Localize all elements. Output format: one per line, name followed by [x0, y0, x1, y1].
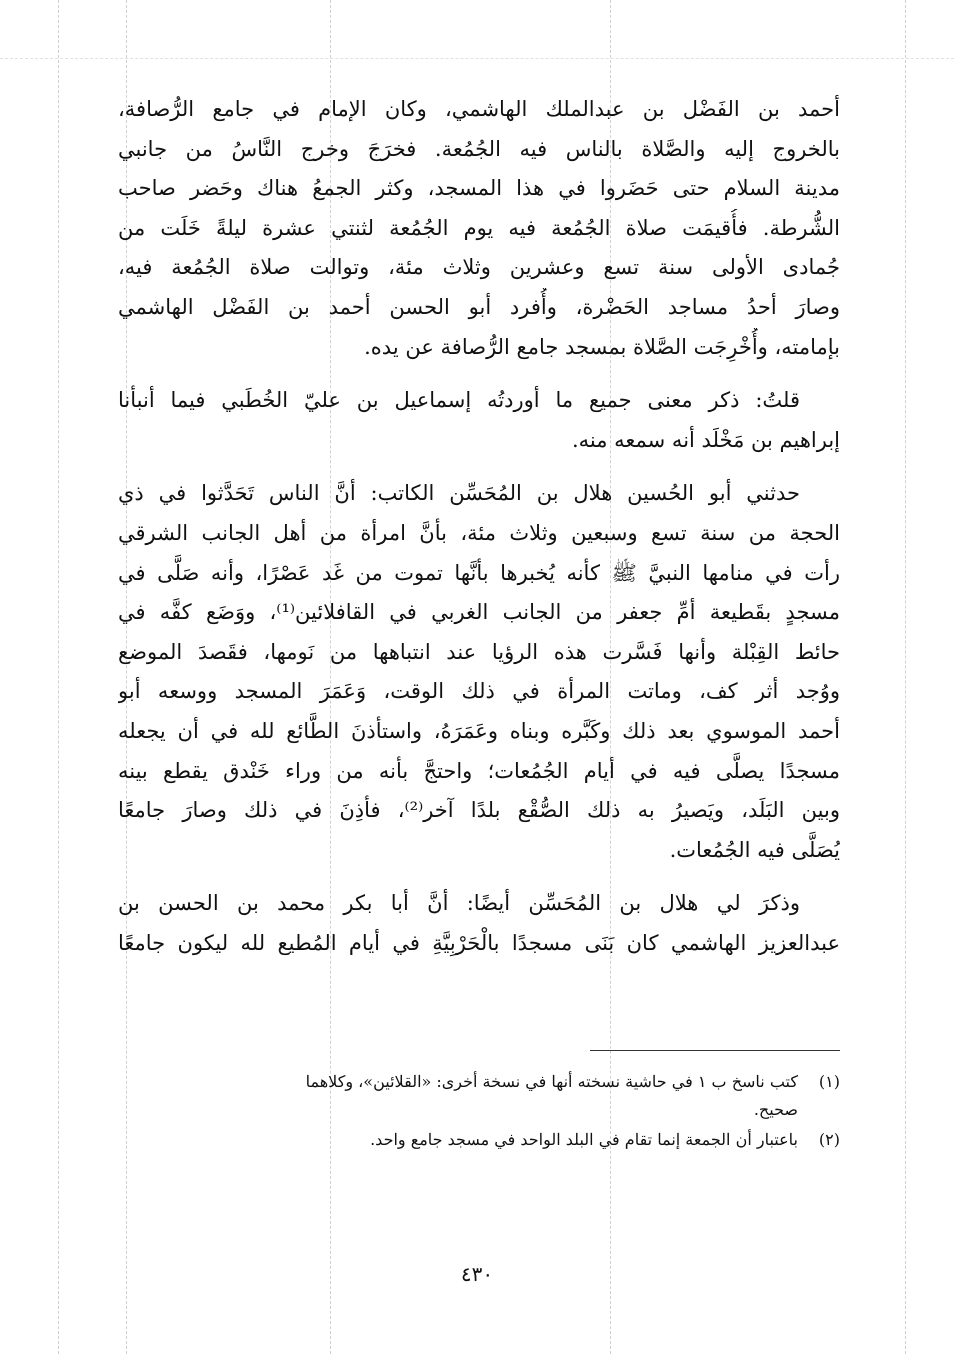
text-line: وذكرَ لي هلال بن المُحَسِّن أيضًا: أنَّ أبا بكر محمد بن الحسن بن	[118, 891, 800, 916]
paragraph-1	[118, 90, 840, 367]
guide-line	[905, 0, 906, 1354]
text-line: مدينة السلام حتى حَضَروا في هذا المسجد، وكثر الجمعُ هناك وحَضر صاحب	[118, 176, 840, 201]
main-text	[118, 90, 840, 977]
text-line: رأت في منامها النبيَّ ﷺ كأنه يُخبرها بأنَّها تموت من غَد عَصْرًا، وأنه صَلَّى في	[118, 560, 840, 585]
text-line: مسجدًا يصلَّى فيه في أيام الجُمُعات؛ واحتجَّ بأنه من وراء خَنْدق يقطع بينه	[118, 758, 840, 783]
text-line: وصارَ أحدُ مساجد الحَضْرة، وأُفرد أبو الحسن أحمد بن الفَضْل الهاشمي	[118, 294, 840, 319]
text-line: الحجة من سنة تسع وسبعين وثلاث مئة، بأنَّ امرأة من أهل الجانب الشرقي	[118, 520, 840, 545]
text-line: حائط القِبْلة وأنها فَسَّرت هذه الرؤيا عند انتباهها من نَومها، فقَصدَ الموضع	[118, 639, 840, 664]
footnotes	[118, 1068, 840, 1156]
page-number: ٤٣٠	[460, 1262, 494, 1286]
text-line: جُمادى الأولى سنة تسع وعشرين وثلاث مئة، وتوالت صلاة الجُمُعة فيه،	[118, 255, 840, 280]
paragraph-4	[118, 884, 840, 963]
footnote-number: (١)	[818, 1072, 840, 1091]
text-line: يُصَلَّى فيه الجُمُعات.	[669, 837, 840, 862]
text-line: حدثني أبو الحُسين هلال بن المُحَسِّن الكاتب: أنَّ الناس تَحَدَّثوا في ذي	[118, 481, 800, 506]
text-line: إبراهيم بن مَخْلَد أنه سمعه منه.	[571, 427, 840, 452]
footnote-line: صحيح.	[753, 1100, 798, 1119]
text-line: أحمد بن الفَضْل بن عبدالملك الهاشمي، وكان الإمام في جامع الرُّصافة،	[118, 97, 840, 121]
footnote-1	[118, 1068, 840, 1124]
text-line: وبين البَلَد، ويَصيرُ به ذلك الصُّقْع بلدًا آخر⁽²⁾، فأذِنَ في ذلك وصارَ جامعًا	[118, 798, 840, 823]
footnote-line: كتب ناسخ ب ١ في حاشية نسخته أنها في نسخة أخرى: «القلائين»، وكلاهما	[305, 1072, 798, 1091]
footnote-number: (٢)	[818, 1130, 840, 1149]
paragraph-3	[118, 474, 840, 870]
text-line: عبدالعزيز الهاشمي كان بَنَى مسجدًا بالْحَرْبِيَّةِ في أيام المُطيع لله ليكون جامعًا	[118, 930, 840, 955]
text-line: أحمد الموسوي بعد ذلك وكَبَّره وبناه وعَمَرَهُ، واستأذنَ الطَّائع لله في أن يجعله	[118, 718, 840, 743]
footnote-line: باعتبار أن الجمعة إنما تقام في البلد الواحد في مسجد جامع واحد.	[370, 1130, 798, 1149]
text-line: بالخروج إليه والصَّلاة بالناس فيه الجُمُعة. فخرَجَ وخرج النَّاسُ من جانبي	[118, 136, 840, 161]
paragraph-2	[118, 381, 840, 460]
guide-line	[0, 58, 954, 59]
footnote-2	[118, 1126, 840, 1154]
text-line: الشُّرطة. فأُقيمَت صلاة الجُمُعة فيه يوم الجُمُعة لثنتي عشرة ليلةً خَلَت من	[118, 215, 840, 240]
text-line: بإمامته، وأُخْرِجَت الصَّلاة بمسجد جامع الرُّصافة عن يده.	[364, 334, 840, 359]
text-line: مسجدٍ بقَطيعة أمِّ جعفر من الجانب الغربي في القافلائين⁽¹⁾، ووَضَع كفَّه في	[118, 600, 840, 625]
footnote-separator	[590, 1050, 840, 1051]
guide-line	[58, 0, 59, 1354]
text-line: قلتُ: ذكر معنى جميع ما أوردتُه إسماعيل بن عليّ الخُطَبي فيما أنبأنا	[118, 388, 800, 413]
text-line: ووُجد أثر كف، وماتت المرأة في ذلك الوقت، وَعَمَرَ المسجد ووسعه أبو	[118, 679, 840, 704]
